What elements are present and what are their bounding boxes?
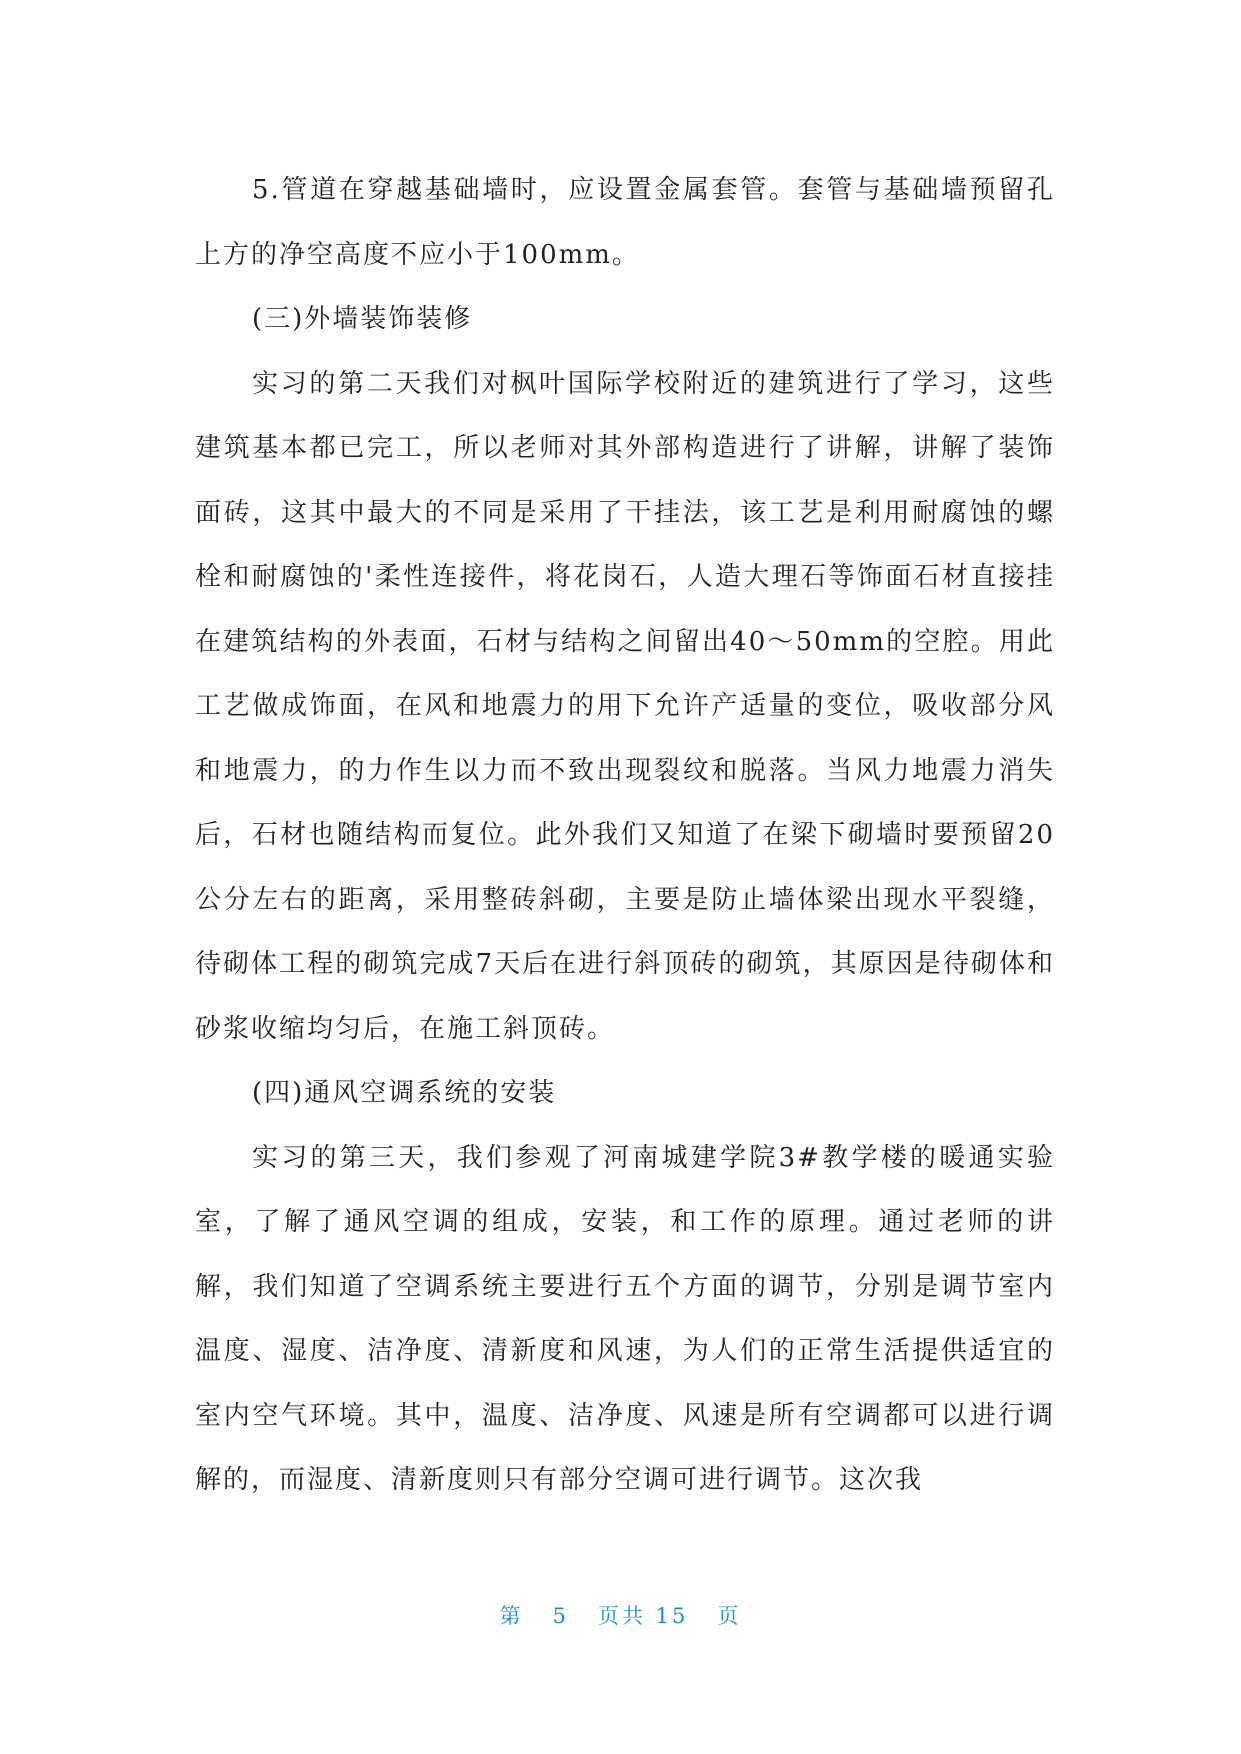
footer-suffix: 页 (717, 1604, 742, 1628)
footer-prefix: 第 (499, 1604, 524, 1628)
paragraph-day-two: 实习的第二天我们对枫叶国际学校附近的建筑进行了学习，这些建筑基本都已完工，所以老师对其外部构造进行了讲解，讲解了装饰面砖，这其中最大的不同是采用了干挂法，该工艺是利用耐腐蚀的螺栓和耐腐蚀的'柔性连接件，将花岗石，人造大理石等饰面石材直接挂在建筑结构的外表面，石材与结构之间留出40～50mm的空腔。用此工艺做成饰面，在风和地震力的用下允许产适量的变位，吸收部分风和地震力，的力作生以力而不致出现裂纹和脱落。当风力地震力消失后，石材也随结构而复位。此外我们又知道了在梁下砌墙时要预留20公分左右的距离，采用整砖斜砌，主要是防止墙体梁出现水平裂缝，待砌体工程的砌筑完成7天后在进行斜顶砖的砌筑，其原因是待砌体和砂浆收缩均匀后，在施工斜顶砖。 (195, 368, 1055, 1044)
section-heading-exterior-wall: (三)外墙装饰装修 (252, 304, 473, 334)
paragraph-pipe-sleeve: 5.管道在穿越基础墙时，应设置金属套管。套管与基础墙预留孔上方的净空高度不应小于100mm。 (195, 175, 1055, 270)
paragraph-day-three: 实习的第三天，我们参观了河南城建学院3#教学楼的暖通实验室，了解了通风空调的组成，安装，和工作的原理。通过老师的讲解，我们知道了空调系统主要进行五个方面的调节，分别是调节室内温度、湿度、洁净度、清新度和风速，为人们的正常生活提供适宜的室内空气环境。其中，温度、洁净度、风速是所有空调都可以进行调解的，而湿度、清新度则只有部分空调可进行调节。这次我 (195, 1142, 1055, 1495)
footer-middle: 页共 (597, 1604, 646, 1628)
document-body (195, 158, 1055, 1513)
section-heading-hvac: (四)通风空调系统的安装 (252, 1078, 557, 1108)
footer-page-number: 5 (552, 1604, 569, 1628)
footer-total-pages: 15 (655, 1604, 689, 1628)
page-footer (0, 1600, 1241, 1630)
